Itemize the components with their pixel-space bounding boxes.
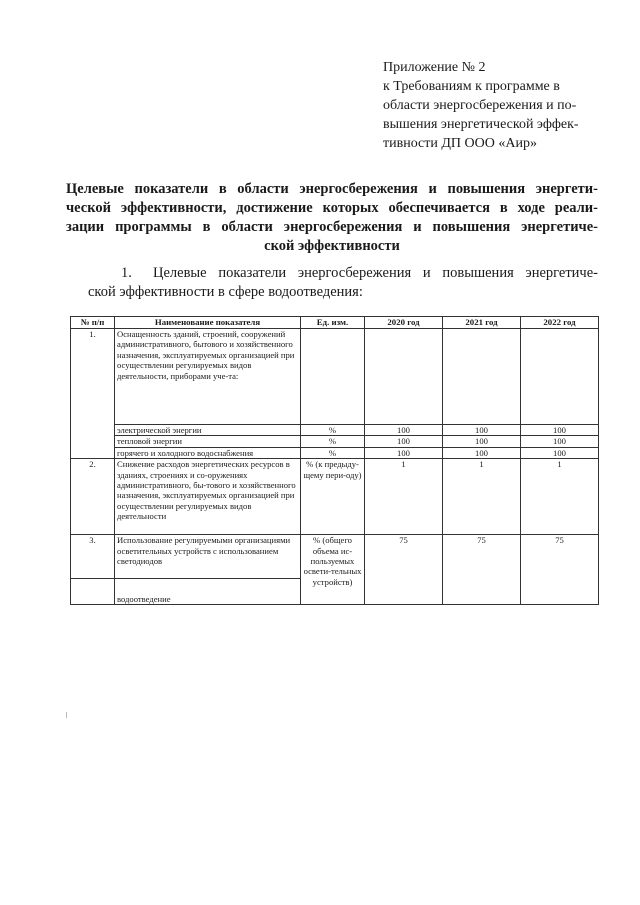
value-2022: 100 <box>521 447 599 458</box>
header-2020: 2020 год <box>365 317 443 329</box>
header-2021: 2021 год <box>443 317 521 329</box>
indicators-table <box>70 316 599 605</box>
title-line: ческой эффективности, достижение которых обеспечивается в ходе реали- <box>66 200 598 216</box>
section-text: Целевые показатели энергосбережения и повышения энергетиче- <box>153 265 598 281</box>
appendix-note <box>383 58 611 153</box>
table-row <box>71 425 599 436</box>
row-unit: % (к предыду-щему пери-оду) <box>301 459 365 535</box>
value-2021: 75 <box>443 535 521 605</box>
table-row <box>71 459 599 535</box>
appendix-line: тивности ДП ООО «Аир» <box>383 136 537 151</box>
title-line: зации программы в области энергосбережения и повышения энергетиче- <box>66 219 598 235</box>
title-line: ской эффективности <box>264 238 400 254</box>
row-name: тепловой энергии <box>115 436 301 447</box>
value-2021: 100 <box>443 425 521 436</box>
document-title <box>66 180 598 256</box>
table-row <box>71 447 599 458</box>
section-text: ской эффективности в сфере водоотведения: <box>88 284 363 300</box>
row-unit: % <box>301 447 365 458</box>
value-2020: 1 <box>365 459 443 535</box>
appendix-line: вышения энергетической эффек- <box>383 117 579 132</box>
table-row <box>71 329 599 425</box>
value-2021: 100 <box>443 436 521 447</box>
row-name: Снижение расходов энергетических ресурсов в зданиях, строениях и со-оружениях административного, бы-тового и хозяйственного назначения, эксплуатируемых организацией при осуществлении регулируемых видов деятельности <box>115 459 301 535</box>
row-name: Оснащенность зданий, строений, сооружений административного, бытового и хозяйственного назначения, эксплуатируемых организацией при осуществлении регулируемых видов деятельности, приборами уче-та: <box>115 329 301 425</box>
row-number: 2. <box>71 459 115 535</box>
value-2020: 75 <box>365 535 443 605</box>
value-2020: 100 <box>365 447 443 458</box>
value-2020: 100 <box>365 436 443 447</box>
value-2022: 100 <box>521 425 599 436</box>
appendix-line: области энергосбережения и по- <box>383 98 577 113</box>
row-name: электрической энергии <box>115 425 301 436</box>
row-number: 3. <box>71 535 115 579</box>
value-2021: 100 <box>443 447 521 458</box>
row-number: 1. <box>71 329 115 459</box>
row-unit: % <box>301 425 365 436</box>
table-row <box>71 535 599 579</box>
header-unit: Ед. изм. <box>301 317 365 329</box>
value-2022: 100 <box>521 436 599 447</box>
row-unit: % <box>301 436 365 447</box>
row-name: горячего и холодного водоснабжения <box>115 447 301 458</box>
section-heading <box>88 264 598 302</box>
row-unit: % (общего объема ис-пользуемых освети-тельных устройств) <box>301 535 365 605</box>
value-2022: 1 <box>521 459 599 535</box>
value-2021: 1 <box>443 459 521 535</box>
table-header-row <box>71 317 599 329</box>
header-name: Наименование показателя <box>115 317 301 329</box>
row-name: водоотведение <box>115 579 301 605</box>
scan-mark <box>66 712 67 718</box>
section-number: 1. <box>121 265 132 281</box>
title-line: Целевые показатели в области энергосбережения и повышения энергети- <box>66 181 598 197</box>
value-2020: 100 <box>365 425 443 436</box>
row-name: Использование регулируемыми организациями осветительных устройств с использованием светодиодов <box>115 535 301 579</box>
appendix-line: Приложение № 2 <box>383 60 486 75</box>
value-2022: 75 <box>521 535 599 605</box>
table-row <box>71 436 599 447</box>
header-2022: 2022 год <box>521 317 599 329</box>
header-number: № п/п <box>71 317 115 329</box>
appendix-line: к Требованиям к программе в <box>383 79 560 94</box>
